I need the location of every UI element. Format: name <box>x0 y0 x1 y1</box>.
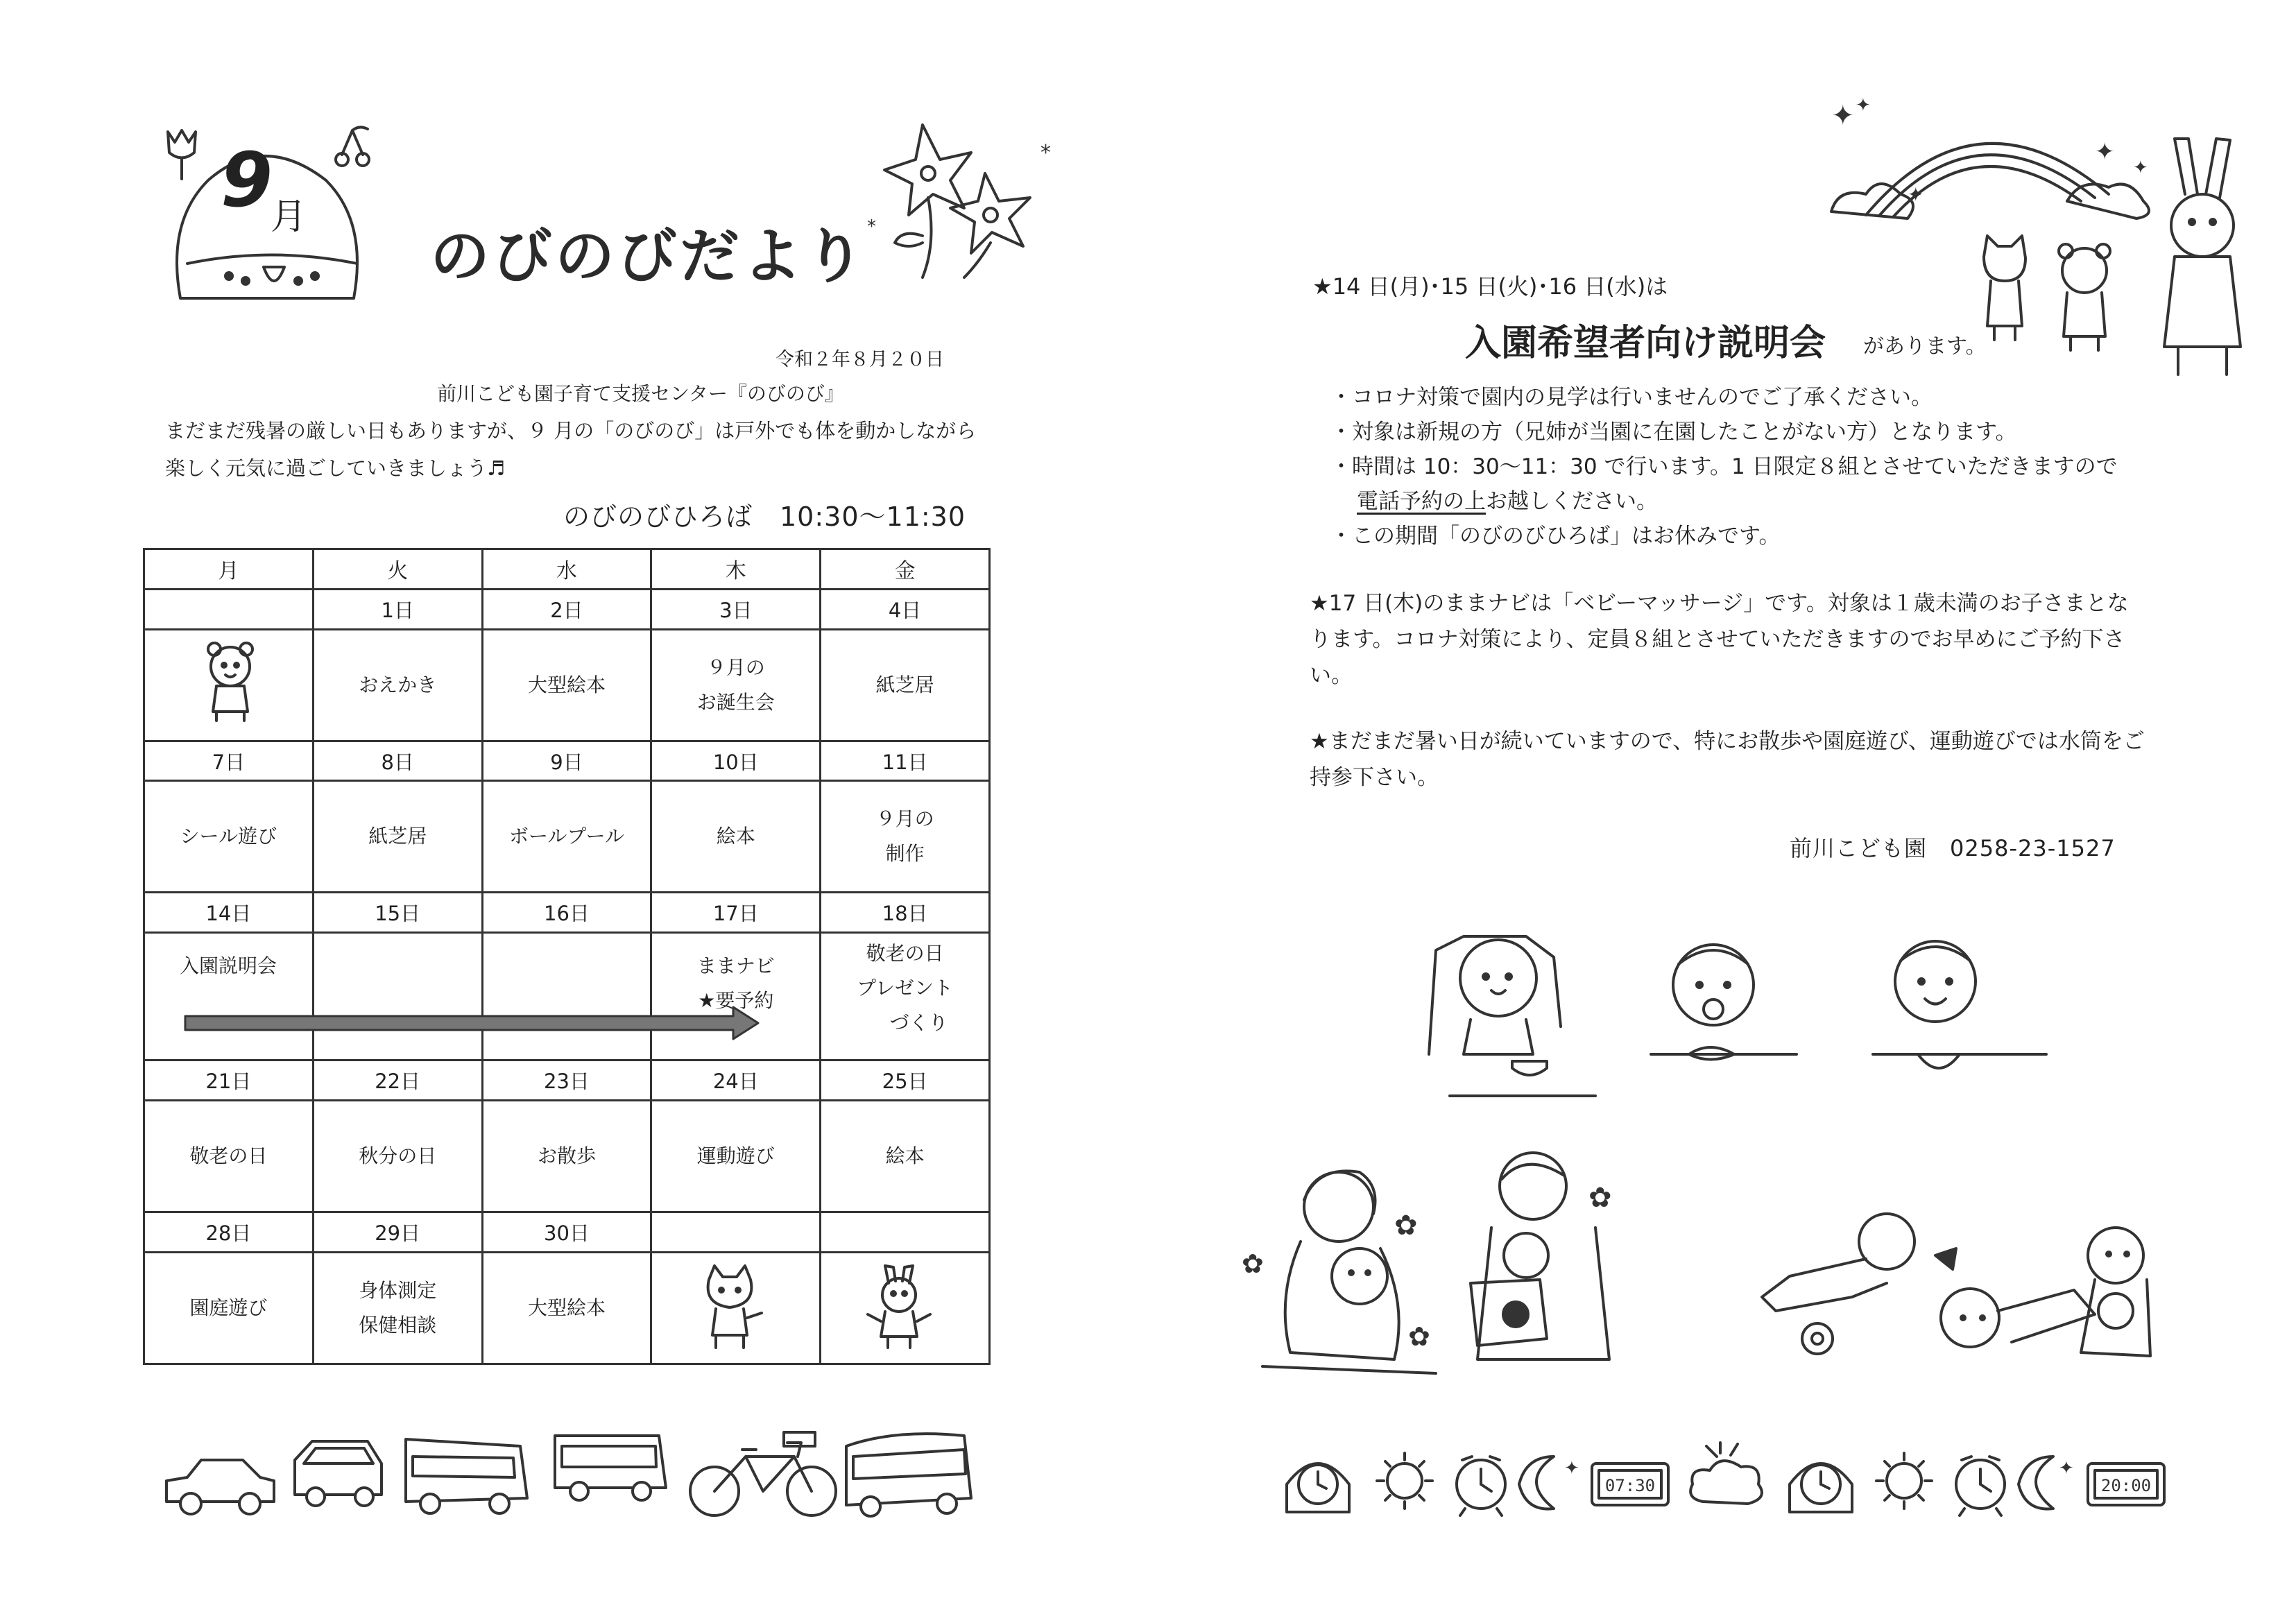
date-cell <box>821 1212 990 1253</box>
cherry-icon <box>332 123 373 172</box>
svg-text:✿: ✿ <box>1394 1210 1418 1242</box>
event-line: ★要予約 <box>698 989 774 1013</box>
digital-clock-1-time: 07:30 <box>1604 1476 1656 1495</box>
arrow-right-icon <box>185 1006 761 1040</box>
date-cell: 23日 <box>482 1060 651 1101</box>
date-cell: 9日 <box>482 741 651 781</box>
digital-clock-2-time: 20:00 <box>2100 1476 2152 1495</box>
event-cell: 運動遊び <box>651 1101 821 1212</box>
vehicles-illustration <box>160 1415 978 1526</box>
info-bullet: ・時間は 10：30～11：30 で行います。1 日限定８組とさせていただきますので <box>1330 454 2118 479</box>
date-row <box>144 589 990 629</box>
event-line: づくり <box>889 1011 948 1035</box>
date-row <box>144 741 990 781</box>
event-line: 入園説明会 <box>180 954 277 978</box>
svg-text:✦: ✦ <box>1831 100 1855 132</box>
day-header: 金 <box>821 549 990 590</box>
event-cell: 大型絵本 <box>482 1252 651 1364</box>
mama-navi-notice: ★17 日(木)のままナビは「ベビーマッサージ」です。対象は１歳未満のお子さまとなります。コロナ対策により、定員８組とさせていただきますのでお早めにご予約下さい。 <box>1310 591 2129 688</box>
month-number: 9 <box>221 137 273 224</box>
info-bullet-continuation <box>1357 483 1658 515</box>
event-cell: 秋分の日 <box>313 1101 482 1212</box>
event-row <box>144 933 990 1060</box>
bullet-rest: お越しください。 <box>1486 489 1658 514</box>
tulip-icon <box>161 125 203 180</box>
date-cell: 28日 <box>144 1212 314 1253</box>
day-header: 木 <box>651 549 821 590</box>
babies-eating-illustration <box>1422 916 2081 1089</box>
svg-text:✦: ✦ <box>2133 157 2148 178</box>
svg-text:*: * <box>1040 141 1051 165</box>
event-cell: おえかき <box>313 629 482 741</box>
event-line: お誕生会 <box>696 690 775 714</box>
event-line: 身体測定 <box>359 1278 437 1302</box>
date-cell: 4日 <box>821 589 990 629</box>
phone-reservation-note: 電話予約の上 <box>1357 489 1486 514</box>
event-line: ままナビ <box>696 954 775 978</box>
svg-text:*: * <box>867 216 876 237</box>
event-cell: 紙芝居 <box>313 781 482 893</box>
event-cell: お散歩 <box>482 1101 651 1212</box>
date-cell: 17日 <box>651 893 821 933</box>
event-cell: シール遊び <box>144 781 314 893</box>
event-cell: 大型絵本 <box>482 629 651 741</box>
daily-icons-row <box>1283 1443 2171 1526</box>
svg-text:✿: ✿ <box>1242 1248 1264 1279</box>
event-cell <box>144 933 314 1060</box>
date-cell: 2日 <box>482 589 651 629</box>
date-cell: 16日 <box>482 893 651 933</box>
event-cell: ボールプール <box>482 781 651 893</box>
event-cell <box>313 1252 482 1364</box>
date-cell: 15日 <box>313 893 482 933</box>
event-line: 制作 <box>885 842 925 866</box>
info-bullet: ・コロナ対策で園内の見学は行いませんのでご了承ください。 <box>1330 385 1933 410</box>
crawling-babies-illustration <box>1748 1200 2178 1380</box>
date-cell <box>651 1212 821 1253</box>
info-session-title: 入園希望者向け説明会 <box>1465 323 1826 364</box>
water-bottle-notice: ★まだまだ暑い日が続いていますので、特にお散歩や園庭遊び、運動遊びでは水筒をご持参下さい。 <box>1310 729 2145 790</box>
event-cell: 紙芝居 <box>821 629 990 741</box>
svg-text:✦: ✦ <box>1856 95 1871 116</box>
event-cell <box>651 1252 821 1364</box>
issue-date: 令和２年８月２０日 <box>776 349 944 370</box>
info-bullet: ・この期間「のびのびひろば」はお休みです。 <box>1330 524 1781 549</box>
date-cell: 8日 <box>313 741 482 781</box>
mothers-babies-illustration <box>1235 1144 1651 1387</box>
info-bullet: ・対象は新規の方（兄姉が当園に在園したことがない方）となります。 <box>1330 420 2017 445</box>
date-cell: 18日 <box>821 893 990 933</box>
event-cell: 園庭遊び <box>144 1252 314 1364</box>
date-cell: 22日 <box>313 1060 482 1101</box>
date-cell: 7日 <box>144 741 314 781</box>
center-name: 前川こども園子育て支援センター『のびのび』 <box>437 382 844 405</box>
calendar-header-row <box>144 549 990 590</box>
date-row <box>144 1212 990 1253</box>
event-row <box>144 781 990 893</box>
bear-mascot-icon <box>199 639 262 722</box>
september-calendar <box>143 548 991 1365</box>
event-line: 保健相談 <box>359 1313 437 1337</box>
event-cell: 敬老の日 <box>144 1101 314 1212</box>
event-cell <box>313 933 482 1060</box>
date-cell: 14日 <box>144 893 314 933</box>
contact-info: 前川こども園 0258-23-1527 <box>1790 835 2116 861</box>
date-cell: 11日 <box>821 741 990 781</box>
date-cell: 30日 <box>482 1212 651 1253</box>
info-session-suffix: があります。 <box>1863 334 1987 359</box>
greeting-text: まだまだ残暑の厳しい日もありますが、９ 月の「のびのび」は戸外でも体を動かしながら楽しく元気に過ごしていきましょう♬ <box>165 419 977 480</box>
svg-text:✿: ✿ <box>1408 1321 1430 1352</box>
event-row <box>144 1101 990 1212</box>
day-header: 火 <box>313 549 482 590</box>
svg-text:✿: ✿ <box>1588 1182 1612 1214</box>
event-cell <box>482 933 651 1060</box>
date-cell <box>144 589 314 629</box>
event-line: ９月の <box>706 655 765 679</box>
bellflower-illustration <box>867 104 1068 284</box>
event-cell <box>651 933 821 1060</box>
date-cell: 21日 <box>144 1060 314 1101</box>
day-header: 水 <box>482 549 651 590</box>
event-cell: 絵本 <box>651 781 821 893</box>
event-cell <box>821 1252 990 1364</box>
date-cell: 25日 <box>821 1060 990 1101</box>
date-cell: 24日 <box>651 1060 821 1101</box>
event-row <box>144 629 990 741</box>
date-cell: 29日 <box>313 1212 482 1253</box>
event-line: ９月の <box>875 807 934 831</box>
event-cell <box>821 933 990 1060</box>
event-cell <box>144 629 314 741</box>
event-cell <box>821 781 990 893</box>
date-cell: 1日 <box>313 589 482 629</box>
rabbit-mascot-icon <box>864 1266 934 1349</box>
date-row <box>144 1060 990 1101</box>
page-title: のびのびだより <box>430 222 867 291</box>
event-row <box>144 1252 990 1364</box>
date-cell: 10日 <box>651 741 821 781</box>
hiroba-schedule-label: のびのびひろば 10:30～11:30 <box>563 501 966 532</box>
event-line: 敬老の日 <box>866 942 944 965</box>
event-cell: 絵本 <box>821 1101 990 1212</box>
day-header: 月 <box>144 549 314 590</box>
event-line: プレゼント <box>857 977 954 1000</box>
event-cell <box>651 629 821 741</box>
svg-text:✦: ✦ <box>1564 1458 1579 1479</box>
svg-text:✦: ✦ <box>1908 183 1924 206</box>
svg-text:✦: ✦ <box>2059 1458 2074 1479</box>
date-row <box>144 893 990 933</box>
svg-text:✦: ✦ <box>2095 138 2115 166</box>
cat-mascot-icon <box>695 1266 764 1349</box>
date-cell: 3日 <box>651 589 821 629</box>
month-kanji: 月 <box>271 196 307 238</box>
info-session-dates: ★14 日(月)･15 日(火)･16 日(水)は <box>1312 273 1668 300</box>
